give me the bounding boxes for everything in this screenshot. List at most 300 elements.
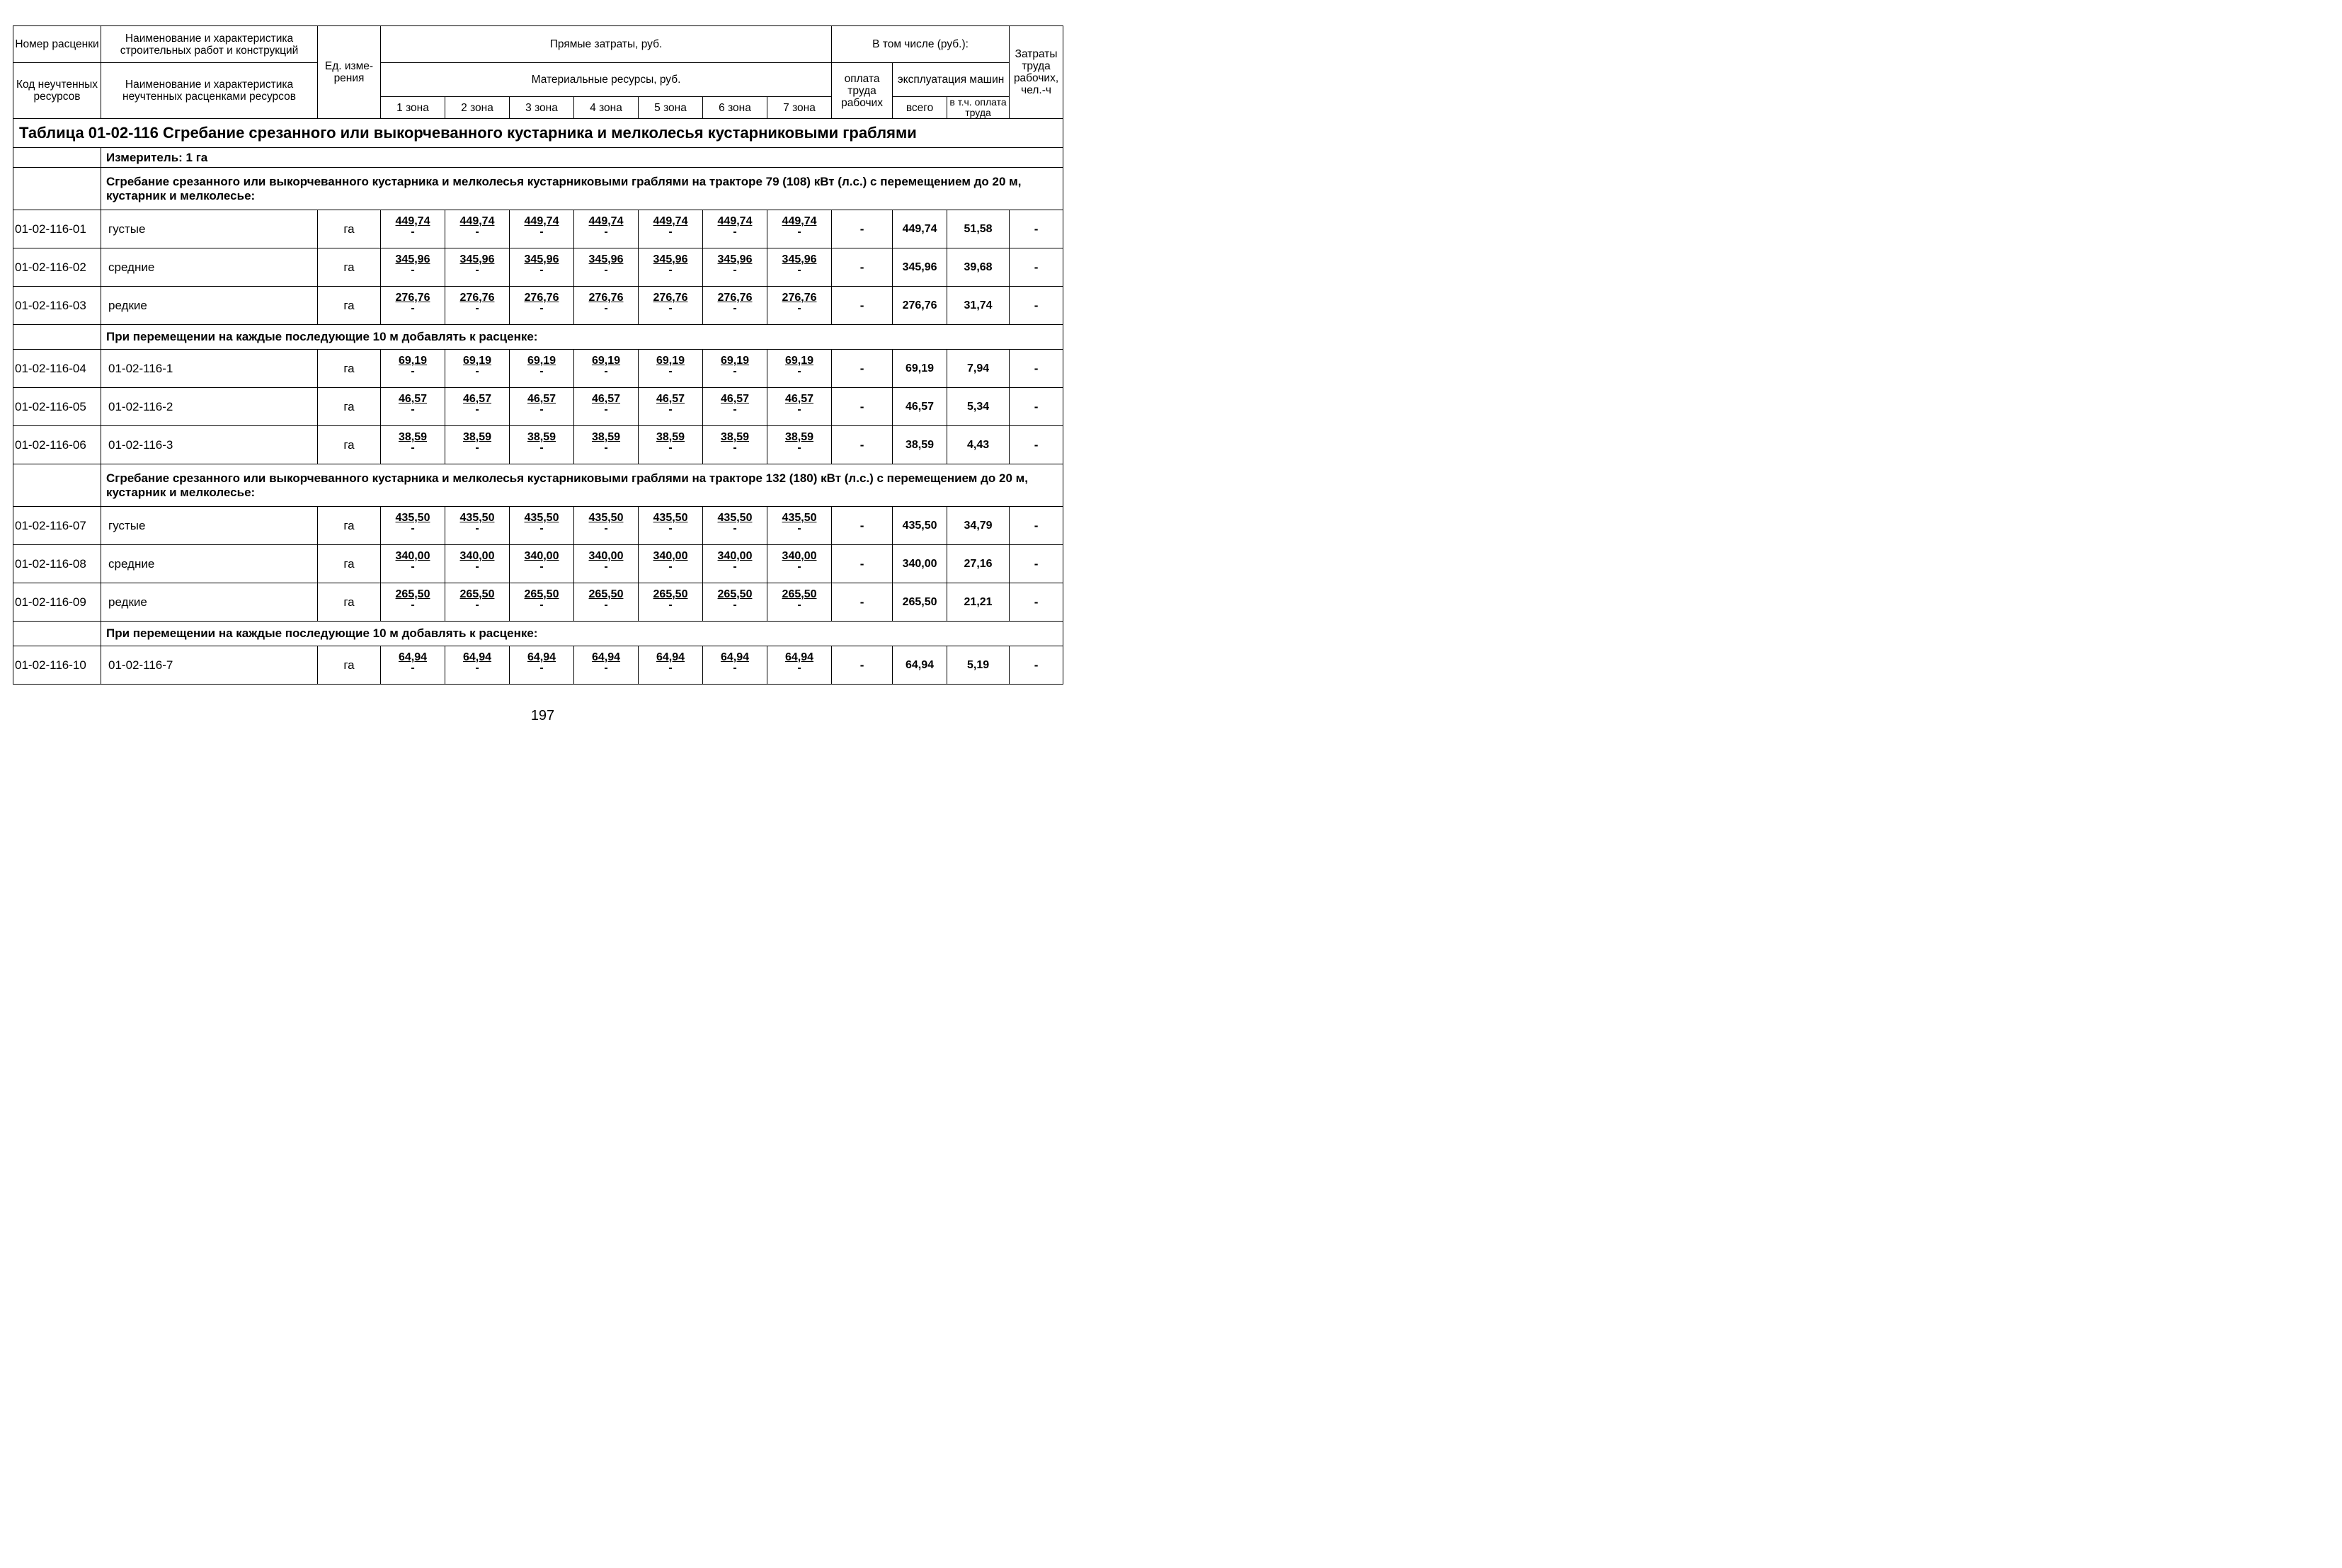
zone-4-price: [574, 583, 639, 622]
measure-unit: Измеритель: 1 га: [101, 148, 1063, 168]
machine-total-cell: 340,00: [893, 545, 947, 583]
material-resources-header: Материальные ресурсы, руб.: [381, 63, 832, 97]
zone-6-price: [703, 287, 767, 325]
labor-hours-cell: -: [1010, 545, 1063, 583]
direct-cost-value: 69,19: [720, 355, 750, 367]
machine-total-cell: 38,59: [893, 426, 947, 464]
direct-cost-value: 276,76: [459, 292, 495, 304]
zone-5-price: [639, 507, 703, 545]
rate-code: 01-02-116-09: [13, 583, 101, 622]
direct-cost-value: 276,76: [717, 292, 753, 304]
zone-3-price: [510, 350, 574, 388]
rate-code: 01-02-116-06: [13, 426, 101, 464]
zone-2-header: 2 зона: [445, 97, 510, 119]
direct-cost-value: 340,00: [717, 550, 753, 562]
direct-cost-value: 46,57: [720, 393, 750, 405]
zone-3-price: [510, 646, 574, 685]
machine-total-cell: 345,96: [893, 248, 947, 287]
zone-4-price: [574, 210, 639, 248]
section-spacer: [13, 325, 101, 350]
direct-cost-value: 449,74: [717, 215, 753, 227]
work-name: редкие: [101, 583, 318, 622]
zone-1-price: [381, 350, 445, 388]
direct-cost-value: 265,50: [717, 588, 753, 600]
name-unaccounted-header: Наименование и характеристика неучтенных расценками ресурсов: [101, 63, 318, 119]
direct-cost-value: 38,59: [656, 431, 685, 443]
material-cost-value: -: [733, 442, 737, 454]
labor-pay-cell: -: [832, 350, 893, 388]
zone-3-price: [510, 545, 574, 583]
zone-7-price: [767, 350, 832, 388]
unit-cell: га: [318, 646, 381, 685]
direct-cost-value: 64,94: [398, 651, 428, 663]
section-spacer: [13, 464, 101, 507]
direct-cost-value: 276,76: [653, 292, 688, 304]
zone-6-price: [703, 646, 767, 685]
direct-cost-value: 46,57: [784, 393, 814, 405]
zone-2-price: [445, 545, 510, 583]
direct-cost-value: 46,57: [656, 393, 685, 405]
direct-cost-value: 64,94: [784, 651, 814, 663]
direct-cost-value: 69,19: [462, 355, 492, 367]
zone-5-price: [639, 210, 703, 248]
machine-ops-header: эксплуатация машин: [893, 63, 1010, 97]
direct-cost-value: 38,59: [720, 431, 750, 443]
zone-4-header: 4 зона: [574, 97, 639, 119]
direct-cost-value: 435,50: [588, 512, 624, 524]
material-cost-value: -: [539, 365, 544, 377]
material-cost-value: -: [733, 302, 737, 314]
direct-cost-value: 64,94: [656, 651, 685, 663]
labor-hours-cell: -: [1010, 583, 1063, 622]
machine-total-cell: 449,74: [893, 210, 947, 248]
machine-labor-cell: 31,74: [947, 287, 1010, 325]
material-cost-value: -: [733, 522, 737, 534]
table-row: [13, 583, 1063, 622]
zone-5-price: [639, 388, 703, 426]
zone-4-price: [574, 545, 639, 583]
direct-cost-value: 449,74: [459, 215, 495, 227]
material-cost-value: -: [411, 365, 415, 377]
material-cost-value: -: [539, 404, 544, 416]
section-heading: Сгребание срезанного или выкорчеванного кустарника и мелколесья кустарниковыми граблями на тракторе 79 (108) кВт (л.с.) с перемещением до 20 м, кустарник и мелколесье:: [101, 168, 1063, 210]
material-cost-value: -: [604, 365, 608, 377]
labor-pay-cell: -: [832, 426, 893, 464]
rate-code: 01-02-116-07: [13, 507, 101, 545]
direct-cost-value: 46,57: [527, 393, 556, 405]
unit-cell: га: [318, 388, 381, 426]
zone-3-header: 3 зона: [510, 97, 574, 119]
material-cost-value: -: [475, 599, 479, 611]
direct-cost-value: 449,74: [588, 215, 624, 227]
material-cost-value: -: [668, 599, 673, 611]
labor-hours-cell: -: [1010, 646, 1063, 685]
direct-cost-value: 69,19: [591, 355, 621, 367]
table-row: [13, 388, 1063, 426]
direct-cost-value: 46,57: [462, 393, 492, 405]
direct-cost-value: 69,19: [398, 355, 428, 367]
material-cost-value: -: [668, 522, 673, 534]
direct-cost-value: 64,94: [462, 651, 492, 663]
zone-3-price: [510, 210, 574, 248]
zone-2-price: [445, 388, 510, 426]
work-name: 01-02-116-1: [101, 350, 318, 388]
machine-labor-cell: 5,19: [947, 646, 1010, 685]
labor-hours-cell: -: [1010, 248, 1063, 287]
labor-pay-cell: -: [832, 287, 893, 325]
zone-5-price: [639, 646, 703, 685]
material-cost-value: -: [411, 404, 415, 416]
material-cost-value: -: [475, 404, 479, 416]
direct-cost-value: 435,50: [782, 512, 817, 524]
zone-3-price: [510, 248, 574, 287]
direct-cost-value: 265,50: [588, 588, 624, 600]
zone-5-price: [639, 248, 703, 287]
direct-cost-value: 345,96: [395, 253, 430, 265]
labor-pay-cell: -: [832, 388, 893, 426]
material-cost-value: -: [539, 662, 544, 674]
zone-2-price: [445, 287, 510, 325]
unit-cell: га: [318, 426, 381, 464]
work-name: 01-02-116-3: [101, 426, 318, 464]
material-cost-value: -: [475, 561, 479, 573]
zone-7-price: [767, 507, 832, 545]
material-cost-value: -: [668, 404, 673, 416]
direct-cost-value: 449,74: [782, 215, 817, 227]
machine-total-cell: 265,50: [893, 583, 947, 622]
zone-7-price: [767, 583, 832, 622]
table-row: [13, 646, 1063, 685]
material-cost-value: -: [733, 404, 737, 416]
machine-total-header: всего: [893, 97, 947, 119]
zone-7-price: [767, 388, 832, 426]
labor-costs-header: Затраты труда рабочих, чел.-ч: [1010, 26, 1063, 119]
zone-3-price: [510, 287, 574, 325]
zone-1-price: [381, 388, 445, 426]
direct-cost-value: 345,96: [653, 253, 688, 265]
material-cost-value: -: [668, 442, 673, 454]
direct-cost-value: 265,50: [395, 588, 430, 600]
rate-code: 01-02-116-01: [13, 210, 101, 248]
zone-1-price: [381, 287, 445, 325]
direct-cost-value: 435,50: [717, 512, 753, 524]
machine-labor-header: в т.ч. оплата труда: [947, 97, 1010, 119]
machine-labor-cell: 7,94: [947, 350, 1010, 388]
unit-cell: га: [318, 583, 381, 622]
material-cost-value: -: [733, 662, 737, 674]
material-cost-value: -: [797, 599, 801, 611]
labor-pay-cell: -: [832, 545, 893, 583]
direct-cost-value: 38,59: [398, 431, 428, 443]
page-number: 197: [530, 708, 555, 723]
unit-cell: га: [318, 545, 381, 583]
material-cost-value: -: [475, 365, 479, 377]
zone-5-price: [639, 545, 703, 583]
zone-1-price: [381, 646, 445, 685]
material-cost-value: -: [797, 522, 801, 534]
rate-code: 01-02-116-04: [13, 350, 101, 388]
labor-pay-cell: -: [832, 248, 893, 287]
labor-pay-cell: -: [832, 507, 893, 545]
material-cost-value: -: [797, 442, 801, 454]
direct-cost-value: 340,00: [395, 550, 430, 562]
material-cost-value: -: [733, 599, 737, 611]
direct-cost-value: 46,57: [591, 393, 621, 405]
direct-cost-value: 449,74: [653, 215, 688, 227]
material-cost-value: -: [797, 404, 801, 416]
direct-cost-value: 449,74: [395, 215, 430, 227]
work-name: редкие: [101, 287, 318, 325]
material-cost-value: -: [604, 226, 608, 238]
zone-6-price: [703, 583, 767, 622]
machine-labor-cell: 39,68: [947, 248, 1010, 287]
material-cost-value: -: [539, 302, 544, 314]
direct-cost-value: 345,96: [459, 253, 495, 265]
material-cost-value: -: [539, 442, 544, 454]
direct-cost-value: 345,96: [717, 253, 753, 265]
zone-5-price: [639, 350, 703, 388]
material-cost-value: -: [797, 561, 801, 573]
zone-3-price: [510, 426, 574, 464]
work-name-header: Наименование и характеристика строительных работ и конструкций: [101, 26, 318, 63]
machine-labor-cell: 21,21: [947, 583, 1010, 622]
rate-code: 01-02-116-05: [13, 388, 101, 426]
direct-cost-value: 265,50: [782, 588, 817, 600]
zone-2-price: [445, 350, 510, 388]
section-spacer: [13, 168, 101, 210]
zone-1-price: [381, 210, 445, 248]
zone-2-price: [445, 646, 510, 685]
direct-cost-value: 46,57: [398, 393, 428, 405]
direct-cost-value: 340,00: [459, 550, 495, 562]
machine-total-cell: 46,57: [893, 388, 947, 426]
zone-6-price: [703, 545, 767, 583]
zone-6-price: [703, 248, 767, 287]
code-unaccounted-header: Код неучтенных ресурсов: [13, 63, 101, 119]
direct-cost-value: 276,76: [524, 292, 559, 304]
labor-hours-cell: -: [1010, 507, 1063, 545]
material-cost-value: -: [668, 264, 673, 276]
zone-5-price: [639, 287, 703, 325]
zone-1-price: [381, 583, 445, 622]
zone-2-price: [445, 583, 510, 622]
zone-7-price: [767, 545, 832, 583]
direct-cost-value: 69,19: [784, 355, 814, 367]
labor-pay-cell: -: [832, 646, 893, 685]
zone-1-price: [381, 248, 445, 287]
zone-7-price: [767, 248, 832, 287]
section-heading: Сгребание срезанного или выкорчеванного кустарника и мелколесья кустарниковыми граблями на тракторе 132 (180) кВт (л.с.) с перемещением до 20 м, кустарник и мелколесье:: [101, 464, 1063, 507]
zone-4-price: [574, 287, 639, 325]
material-cost-value: -: [797, 365, 801, 377]
work-name: густые: [101, 507, 318, 545]
machine-labor-cell: 4,43: [947, 426, 1010, 464]
zone-6-price: [703, 210, 767, 248]
labor-hours-cell: -: [1010, 210, 1063, 248]
zone-7-price: [767, 287, 832, 325]
labor-pay-cell: -: [832, 210, 893, 248]
unit-cell: га: [318, 350, 381, 388]
section-heading: При перемещении на каждые последующие 10 м добавлять к расценке:: [101, 325, 1063, 350]
direct-cost-value: 38,59: [462, 431, 492, 443]
material-cost-value: -: [411, 442, 415, 454]
material-cost-value: -: [604, 302, 608, 314]
zone-6-price: [703, 426, 767, 464]
table-row: [13, 210, 1063, 248]
zone-2-price: [445, 426, 510, 464]
material-cost-value: -: [797, 662, 801, 674]
direct-cost-value: 38,59: [591, 431, 621, 443]
machine-labor-cell: 34,79: [947, 507, 1010, 545]
direct-cost-value: 38,59: [527, 431, 556, 443]
material-cost-value: -: [604, 264, 608, 276]
zone-4-price: [574, 248, 639, 287]
section-spacer: [13, 622, 101, 646]
machine-total-cell: 435,50: [893, 507, 947, 545]
direct-cost-value: 435,50: [395, 512, 430, 524]
zone-1-header: 1 зона: [381, 97, 445, 119]
direct-cost-value: 435,50: [653, 512, 688, 524]
material-cost-value: -: [733, 226, 737, 238]
material-cost-value: -: [797, 302, 801, 314]
labor-hours-cell: -: [1010, 388, 1063, 426]
material-cost-value: -: [668, 302, 673, 314]
zone-2-price: [445, 210, 510, 248]
machine-labor-cell: 51,58: [947, 210, 1010, 248]
zone-3-price: [510, 507, 574, 545]
zone-4-price: [574, 350, 639, 388]
direct-cost-value: 64,94: [591, 651, 621, 663]
material-cost-value: -: [604, 662, 608, 674]
direct-cost-value: 276,76: [395, 292, 430, 304]
direct-cost-value: 345,96: [782, 253, 817, 265]
rate-number-header: Номер расценки: [13, 26, 101, 63]
zone-6-price: [703, 388, 767, 426]
direct-cost-value: 340,00: [588, 550, 624, 562]
material-cost-value: -: [604, 404, 608, 416]
material-cost-value: -: [604, 522, 608, 534]
material-cost-value: -: [797, 226, 801, 238]
unit-cell: га: [318, 287, 381, 325]
zone-4-price: [574, 646, 639, 685]
zone-6-header: 6 зона: [703, 97, 767, 119]
work-name: средние: [101, 248, 318, 287]
rate-code: 01-02-116-02: [13, 248, 101, 287]
direct-cost-value: 69,19: [527, 355, 556, 367]
material-cost-value: -: [604, 561, 608, 573]
rate-code: 01-02-116-08: [13, 545, 101, 583]
rate-code: 01-02-116-03: [13, 287, 101, 325]
direct-cost-value: 345,96: [588, 253, 624, 265]
zone-3-price: [510, 583, 574, 622]
zone-5-price: [639, 583, 703, 622]
direct-cost-value: 38,59: [784, 431, 814, 443]
zone-4-price: [574, 388, 639, 426]
work-name: 01-02-116-7: [101, 646, 318, 685]
direct-cost-value: 345,96: [524, 253, 559, 265]
direct-cost-value: 64,94: [720, 651, 750, 663]
direct-cost-value: 435,50: [459, 512, 495, 524]
material-cost-value: -: [411, 226, 415, 238]
material-cost-value: -: [668, 561, 673, 573]
table-row: [13, 545, 1063, 583]
direct-cost-value: 265,50: [459, 588, 495, 600]
direct-cost-value: 435,50: [524, 512, 559, 524]
direct-cost-value: 276,76: [782, 292, 817, 304]
material-cost-value: -: [539, 599, 544, 611]
direct-cost-value: 265,50: [524, 588, 559, 600]
material-cost-value: -: [475, 264, 479, 276]
material-cost-value: -: [539, 561, 544, 573]
section-heading: При перемещении на каждые последующие 10 м добавлять к расценке:: [101, 622, 1063, 646]
material-cost-value: -: [411, 522, 415, 534]
zone-6-price: [703, 507, 767, 545]
machine-labor-cell: 5,34: [947, 388, 1010, 426]
labor-hours-cell: -: [1010, 350, 1063, 388]
table-row: [13, 507, 1063, 545]
material-cost-value: -: [475, 522, 479, 534]
material-cost-value: -: [733, 264, 737, 276]
zone-2-price: [445, 507, 510, 545]
material-cost-value: -: [797, 264, 801, 276]
direct-cost-value: 340,00: [524, 550, 559, 562]
zone-5-price: [639, 426, 703, 464]
zone-7-header: 7 зона: [767, 97, 832, 119]
machine-total-cell: 69,19: [893, 350, 947, 388]
table-row: [13, 426, 1063, 464]
zone-5-header: 5 зона: [639, 97, 703, 119]
labor-pay-header: оплата труда рабочих: [832, 63, 893, 119]
material-cost-value: -: [411, 561, 415, 573]
direct-costs-header: Прямые затраты, руб.: [381, 26, 832, 63]
work-name: густые: [101, 210, 318, 248]
material-cost-value: -: [604, 442, 608, 454]
unit-cell: га: [318, 248, 381, 287]
zone-7-price: [767, 210, 832, 248]
material-cost-value: -: [475, 442, 479, 454]
labor-hours-cell: -: [1010, 287, 1063, 325]
zone-4-price: [574, 507, 639, 545]
zone-2-price: [445, 248, 510, 287]
direct-cost-value: 265,50: [653, 588, 688, 600]
material-cost-value: -: [539, 226, 544, 238]
zone-3-price: [510, 388, 574, 426]
machine-total-cell: 276,76: [893, 287, 947, 325]
zone-7-price: [767, 646, 832, 685]
zone-1-price: [381, 507, 445, 545]
table-row: [13, 287, 1063, 325]
zone-1-price: [381, 426, 445, 464]
machine-total-cell: 64,94: [893, 646, 947, 685]
material-cost-value: -: [539, 264, 544, 276]
work-name: средние: [101, 545, 318, 583]
direct-cost-value: 340,00: [782, 550, 817, 562]
material-cost-value: -: [411, 302, 415, 314]
labor-hours-cell: -: [1010, 426, 1063, 464]
zone-6-price: [703, 350, 767, 388]
unit-cell: га: [318, 507, 381, 545]
unit-cell: га: [318, 210, 381, 248]
table-row: [13, 248, 1063, 287]
material-cost-value: -: [604, 599, 608, 611]
material-cost-value: -: [733, 561, 737, 573]
material-cost-value: -: [411, 264, 415, 276]
direct-cost-value: 64,94: [527, 651, 556, 663]
direct-cost-value: 276,76: [588, 292, 624, 304]
work-name: 01-02-116-2: [101, 388, 318, 426]
material-cost-value: -: [475, 662, 479, 674]
rate-code: 01-02-116-10: [13, 646, 101, 685]
